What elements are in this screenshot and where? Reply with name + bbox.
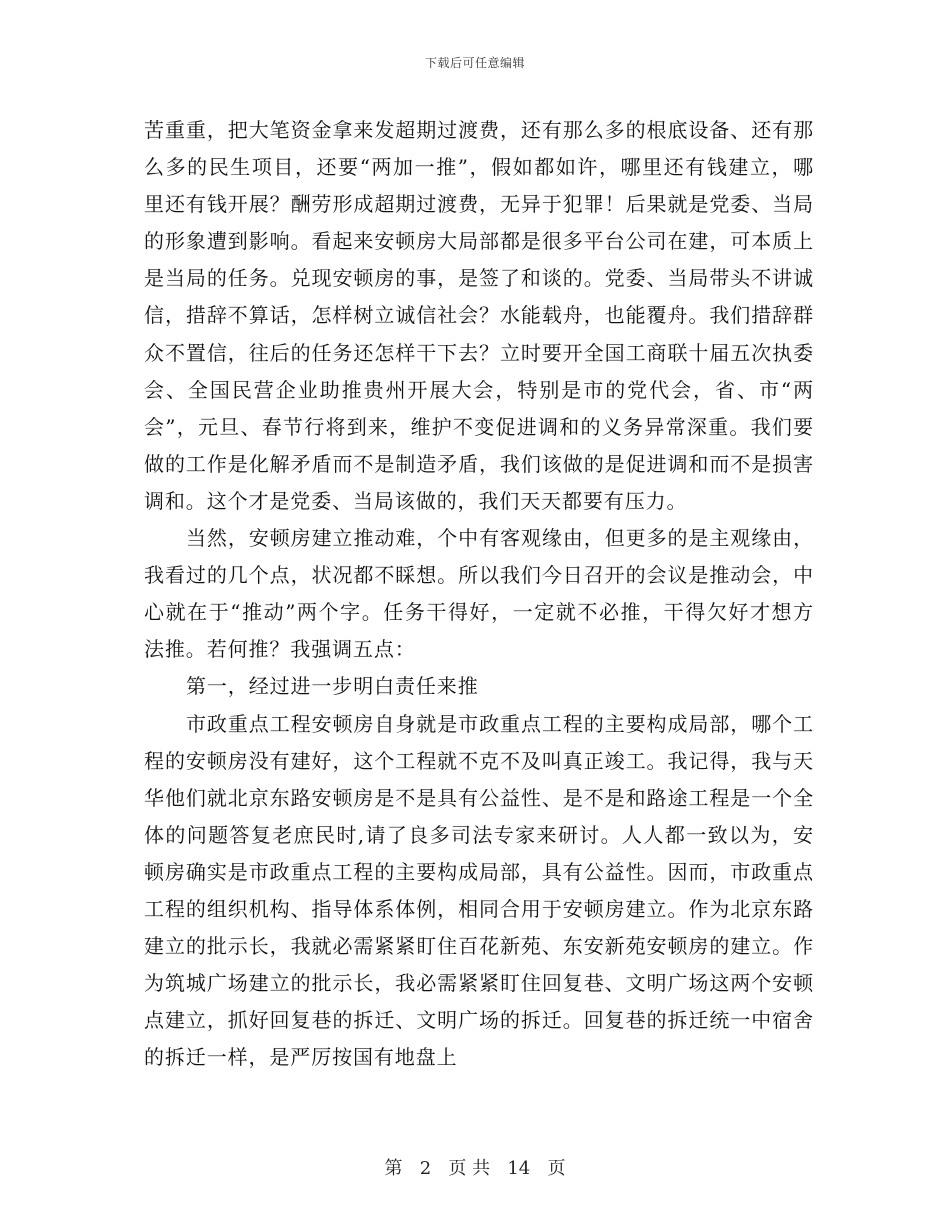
document-body [144,112,814,1076]
page-label-prefix: 第 [384,1158,403,1179]
page-number: 2 [419,1158,432,1179]
paragraph: 市政重点工程安顿房自身就是市政重点工程的主要构成局部，哪个工程的安顿房没有建好，这个工程就不克不及叫真正竣工。我记得，我与天华他们就北京东路安顿房是不是具有公益性、是不是和路途工程是一个全体的问题答复老庶民时,请了良多司法专家来研讨。人人都一致以为，安顿房确实是市政重点工程的主要构成局部，具有公益性。因而，市政重点工程的组织机构、指导体系体例，相同合用于安顿房建立。作为北京东路建立的批示长，我就必需紧紧盯住百花新苑、东安新苑安顿房的建立。作为筑城广场建立的批示长，我必需紧紧盯住回复巷、文明广场这两个安顿点建立，抓好回复巷的拆迁、文明广场的拆迁。回复巷的拆迁统一中宿舍的拆迁一样，是严厉按国有地盘上 [144,711,814,1070]
page-label-mid: 页 共 [448,1158,491,1179]
page-label-suffix: 页 [547,1158,566,1179]
section-heading: 第一，经过进一步明白责任来推 [186,674,479,699]
total-pages: 14 [507,1158,531,1179]
paragraph: 当然，安顿房建立推动难，个中有客观缘由，但更多的是主观缘由，我看过的几个点，状况都不睬想。所以我们今日召开的会议是推动会，中心就在于“推动”两个字。任务干得好，一定就不必推，干得欠好才想方法推。若何推？我强调五点： [144,526,814,662]
page-footer [0,1154,950,1180]
page-header: 下载后可任意编辑 [424,56,525,70]
paragraph: 苦重重，把大笔资金拿来发超期过渡费，还有那么多的根底设备、还有那么多的民生项目，还要“两加一推”，假如都如许，哪里还有钱建立，哪里还有钱开展？酬劳形成超期过渡费，无异于犯罪！后果就是党委、当局的形象遭到影响。看起来安顿房大局部都是很多平台公司在建，可本质上是当局的任务。兑现安顿房的事，是签了和谈的。党委、当局带头不讲诚信，措辞不算话，怎样树立诚信社会？水能载舟，也能覆舟。我们措辞群众不置信，往后的任务还怎样干下去？立时要开全国工商联十届五次执委会、全国民营企业助推贵州开展大会，特别是市的党代会，省、市“两会”，元旦、春节行将到来，维护不变促进调和的义务异常深重。我们要做的工作是化解矛盾而不是制造矛盾，我们该做的是促进调和而不是损害调和。这个才是党委、当局该做的，我们天天都要有压力。 [144,118,814,513]
